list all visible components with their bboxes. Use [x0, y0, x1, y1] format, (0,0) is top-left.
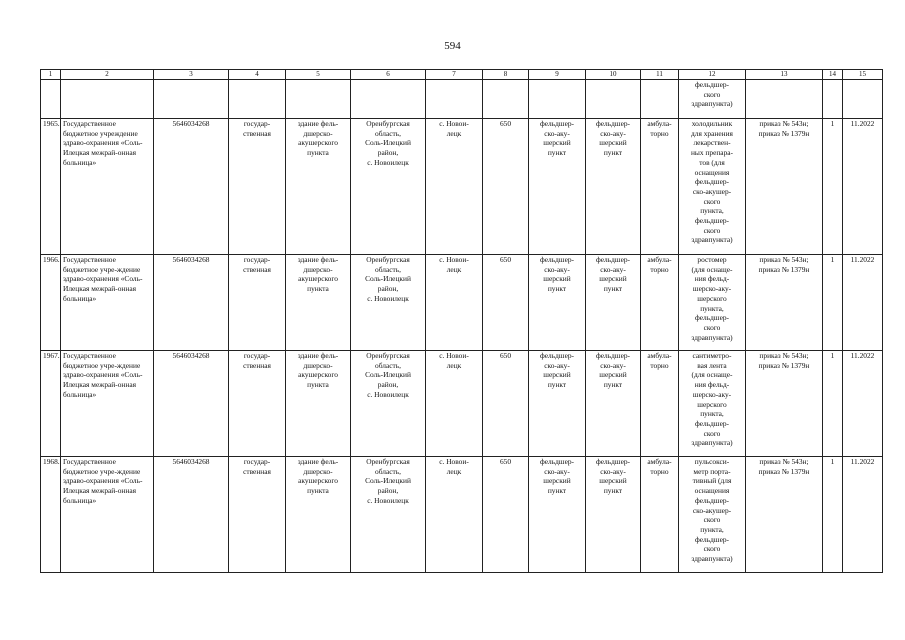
- order-cell: приказ № 543н; приказ № 1379н: [746, 119, 823, 255]
- locality-cell: с. Новои- лецк: [426, 351, 483, 457]
- row-number: 1967.: [41, 351, 61, 457]
- building-cell: здание фель- дшерско- акушерского пункта: [286, 351, 351, 457]
- column-number: 4: [229, 70, 286, 80]
- equipment-cell: фельдшер- ского здравпункта): [679, 80, 746, 119]
- care-type-cell: амбула- торно: [641, 119, 679, 255]
- column-number: 8: [483, 70, 529, 80]
- quantity-cell: 1: [823, 255, 843, 351]
- code-cell: 650: [483, 457, 529, 573]
- code-cell: 650: [483, 351, 529, 457]
- row-number: 1966.: [41, 255, 61, 351]
- building-cell: здание фель- дшерско- акушерского пункта: [286, 119, 351, 255]
- organization-cell: Государственное бюджетное учреждение здраво-охранения «Соль-Илецкая межрай-онная больница»: [61, 119, 154, 255]
- unit-cell: фельдшер- ско-аку- шерский пункт: [529, 255, 586, 351]
- unit-cell: фельдшер- ско-аку- шерский пункт: [529, 119, 586, 255]
- date-cell: 11.2022: [843, 457, 883, 573]
- table-row: [41, 457, 883, 573]
- inn-cell: 5646034268: [154, 119, 229, 255]
- order-cell: приказ № 543н; приказ № 1379н: [746, 351, 823, 457]
- ownership-cell: государ- ственная: [229, 119, 286, 255]
- table-row: [41, 119, 883, 255]
- unit-cell: фельдшер- ско-аку- шерский пункт: [586, 351, 641, 457]
- row-number: 1965.: [41, 119, 61, 255]
- organization-cell: Государственное бюджетное учре-ждение здраво-охранения «Соль-Илецкая межрай-онная больница»: [61, 457, 154, 573]
- table-row: [41, 255, 883, 351]
- organization-cell: Государственное бюджетное учре-ждение здраво-охранения «Соль-Илецкая межрай-онная больница»: [61, 351, 154, 457]
- ownership-cell: государ- ственная: [229, 351, 286, 457]
- unit-cell: фельдшер- ско-аку- шерский пункт: [586, 119, 641, 255]
- column-number: 7: [426, 70, 483, 80]
- column-number-row: [41, 70, 883, 80]
- order-cell: приказ № 543н; приказ № 1379н: [746, 255, 823, 351]
- quantity-cell: 1: [823, 119, 843, 255]
- locality-cell: с. Новои- лецк: [426, 255, 483, 351]
- column-number: 10: [586, 70, 641, 80]
- column-number: 14: [823, 70, 843, 80]
- quantity-cell: 1: [823, 457, 843, 573]
- building-cell: здание фель- дшерско- акушерского пункта: [286, 457, 351, 573]
- column-number: 15: [843, 70, 883, 80]
- quantity-cell: 1: [823, 351, 843, 457]
- column-number: 2: [61, 70, 154, 80]
- registry-table: [40, 69, 883, 573]
- column-number: 11: [641, 70, 679, 80]
- column-number: 3: [154, 70, 229, 80]
- equipment-cell: сантиметро- вая лента (для оснаще- ния фельд- шерско-аку- шерского пункта, фельдшер- ского здравпункта): [679, 351, 746, 457]
- code-cell: 650: [483, 119, 529, 255]
- organization-cell: Государственное бюджетное учре-ждение здраво-охранения «Соль-Илецкая межрай-онная больница»: [61, 255, 154, 351]
- code-cell: 650: [483, 255, 529, 351]
- equipment-cell: холодильник для хранения лекарствен- ных препара- тов (для оснащения фельдшер- ско-акушер- ского пункта, фельдшер- ского здравпункта): [679, 119, 746, 255]
- column-number: 12: [679, 70, 746, 80]
- care-type-cell: амбула- торно: [641, 457, 679, 573]
- inn-cell: 5646034268: [154, 457, 229, 573]
- ownership-cell: государ- ственная: [229, 457, 286, 573]
- address-cell: Оренбургская область, Соль-Илецкий район, с. Новоилецк: [351, 255, 426, 351]
- care-type-cell: амбула- торно: [641, 255, 679, 351]
- equipment-cell: пульсокси- метр порта- тивный (для оснащения фельдшер- ско-акушер- ского пункта, фельдшер- ского здравпункта): [679, 457, 746, 573]
- inn-cell: 5646034268: [154, 255, 229, 351]
- unit-cell: фельдшер- ско-аку- шерский пункт: [529, 351, 586, 457]
- table-row: [41, 351, 883, 457]
- ownership-cell: государ- ственная: [229, 255, 286, 351]
- inn-cell: 5646034268: [154, 351, 229, 457]
- order-cell: приказ № 543н; приказ № 1379н: [746, 457, 823, 573]
- unit-cell: фельдшер- ско-аку- шерский пункт: [586, 457, 641, 573]
- address-cell: Оренбургская область, Соль-Илецкий район, с. Новоилецк: [351, 457, 426, 573]
- date-cell: 11.2022: [843, 351, 883, 457]
- column-number: 1: [41, 70, 61, 80]
- continuation-row: [41, 80, 883, 119]
- building-cell: здание фель- дшерско- акушерского пункта: [286, 255, 351, 351]
- date-cell: 11.2022: [843, 255, 883, 351]
- unit-cell: фельдшер- ско-аку- шерский пункт: [586, 255, 641, 351]
- page-number: 594: [444, 40, 461, 52]
- address-cell: Оренбургская область, Соль-Илецкий район, с. Новоилецк: [351, 351, 426, 457]
- equipment-cell: ростомер (для оснаще- ния фельд- шерско-аку- шерского пункта, фельдшер- ского здравпункта): [679, 255, 746, 351]
- column-number: 13: [746, 70, 823, 80]
- date-cell: 11.2022: [843, 119, 883, 255]
- locality-cell: с. Новои- лецк: [426, 457, 483, 573]
- row-number: 1968.: [41, 457, 61, 573]
- unit-cell: фельдшер- ско-аку- шерский пункт: [529, 457, 586, 573]
- address-cell: Оренбургская область, Соль-Илецкий район, с. Новоилецк: [351, 119, 426, 255]
- column-number: 9: [529, 70, 586, 80]
- column-number: 6: [351, 70, 426, 80]
- locality-cell: с. Новои- лецк: [426, 119, 483, 255]
- column-number: 5: [286, 70, 351, 80]
- care-type-cell: амбула- торно: [641, 351, 679, 457]
